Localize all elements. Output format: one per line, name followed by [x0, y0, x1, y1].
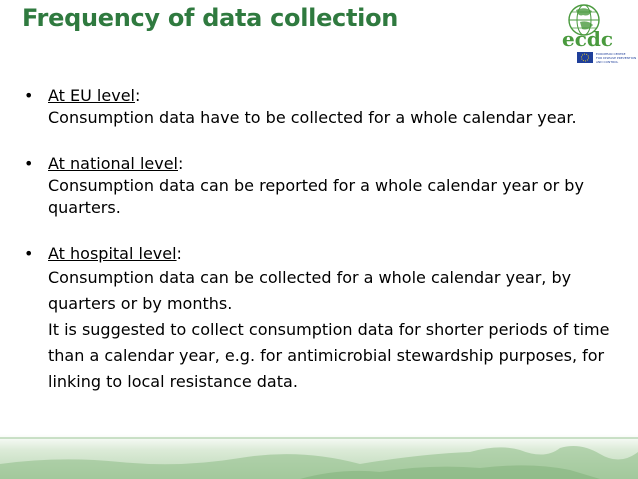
bullet-text-line: linking to local resistance data.	[48, 372, 298, 391]
bullet-text-line: than a calendar year, e.g. for antimicrobial stewardship purposes, for	[48, 346, 605, 365]
footer-map-band	[0, 434, 638, 479]
logo-tagline-3: AND CONTROL	[596, 60, 619, 64]
heading-colon: :	[134, 86, 141, 105]
bullet-text-line: Consumption data can be reported for a whole calendar year or by	[48, 176, 584, 195]
logo-wordmark: ecdc	[562, 27, 614, 51]
slide-title: Frequency of data collection	[22, 4, 399, 32]
national-level-link[interactable]: At national level	[48, 154, 178, 173]
bullet-text-line: It is suggested to collect consumption data for shorter periods of time	[48, 320, 610, 339]
bullet-marker: •	[24, 86, 34, 105]
bullet-heading	[48, 85, 614, 107]
bullet-text-line: Consumption data have to be collected for a whole calendar year.	[48, 108, 577, 127]
eu-level-link[interactable]: At EU level	[48, 86, 135, 105]
bullet-hospital-level	[24, 243, 614, 395]
bullet-marker: •	[24, 154, 34, 173]
bullet-marker: •	[24, 244, 34, 263]
eu-flag-icon	[577, 52, 593, 63]
bullet-text-line: quarters.	[48, 198, 121, 217]
bullet-eu-level	[24, 85, 614, 129]
heading-colon: :	[176, 244, 182, 263]
bullet-text-line: Consumption data can be collected for a whole calendar year, by	[48, 268, 572, 287]
bullet-text-line: quarters or by months.	[48, 294, 233, 313]
bullet-heading	[48, 153, 614, 175]
heading-colon: :	[178, 154, 184, 173]
logo-tagline-2: FOR DISEASE PREVENTION	[596, 56, 636, 60]
bullet-heading	[48, 243, 614, 265]
logo-tagline-1: EUROPEAN CENTRE	[596, 52, 626, 56]
ecdc-logo	[558, 0, 636, 70]
hospital-level-link[interactable]: At hospital level	[48, 244, 177, 263]
bullet-list	[24, 85, 614, 395]
bullet-national-level	[24, 153, 614, 219]
